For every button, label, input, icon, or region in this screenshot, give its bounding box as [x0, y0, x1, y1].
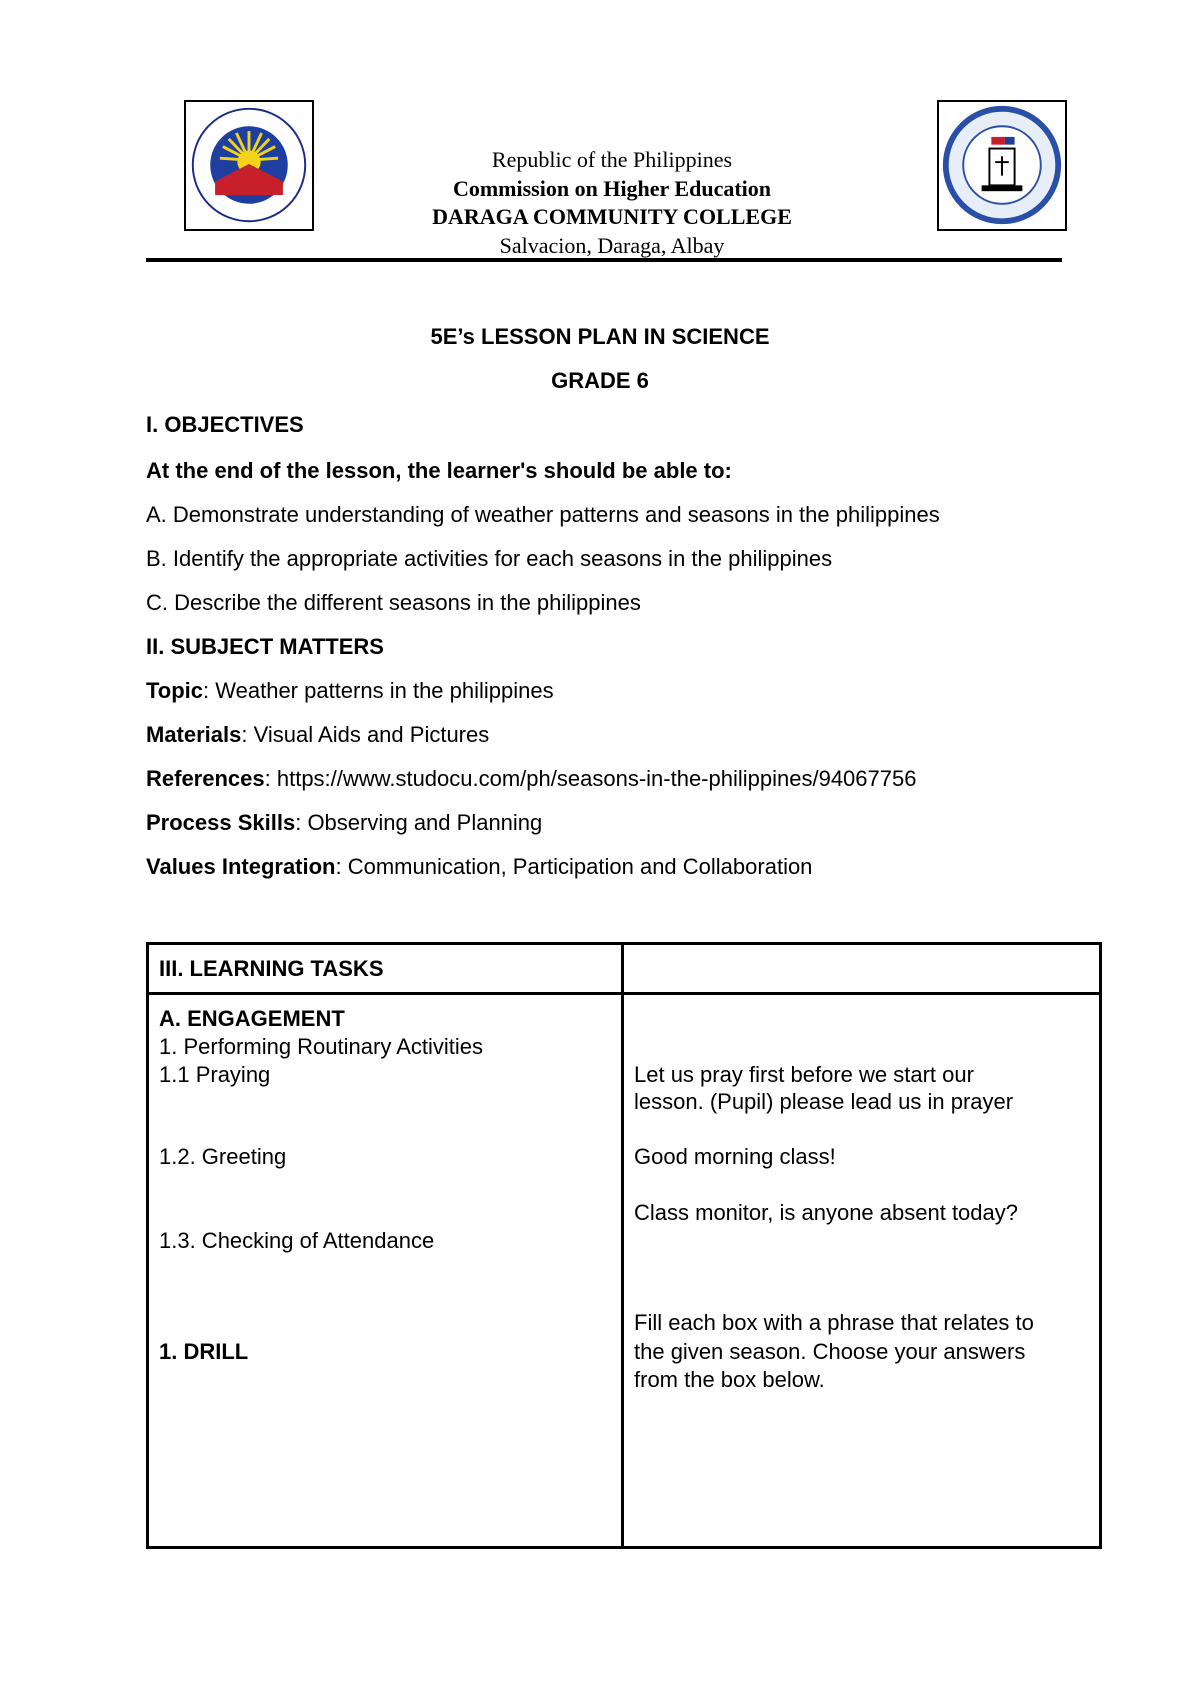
- references-value: : https://www.studocu.com/ph/seasons-in-the-philippines/94067756: [264, 766, 917, 791]
- topic-field: [146, 678, 554, 704]
- prayer-instruction-line: Let us pray first before we start our: [634, 1062, 974, 1087]
- objectives-intro: At the end of the lesson, the learner's should be able to:: [146, 458, 732, 483]
- topic-label: Topic: [146, 678, 204, 703]
- subject-matters-heading: II. SUBJECT MATTERS: [146, 634, 384, 659]
- header-divider: [146, 258, 1062, 262]
- drill-instruction-line: from the box below.: [634, 1367, 825, 1392]
- materials-label: Materials: [146, 722, 242, 747]
- dcc-logo: [937, 100, 1067, 231]
- values-integration-label: Values Integration: [146, 854, 336, 879]
- values-integration-value: : Communication, Participation and Collaboration: [335, 854, 813, 879]
- document-title: 5E’s LESSON PLAN IN SCIENCE: [430, 324, 770, 349]
- topic-value: : Weather patterns in the philippines: [203, 678, 554, 703]
- teacher-cell: [623, 994, 1101, 1548]
- process-skills-field: [146, 810, 542, 836]
- grade-label: GRADE 6: [551, 368, 649, 393]
- process-skills-value: : Observing and Planning: [295, 810, 543, 835]
- objectives-heading: I. OBJECTIVES: [146, 412, 304, 437]
- references-field: [146, 766, 916, 792]
- header-cell-empty: [623, 944, 1101, 994]
- attendance-question: Class monitor, is anyone absent today?: [634, 1200, 1019, 1225]
- dcc-seal-graphic: [939, 102, 1065, 229]
- learning-tasks-header: III. LEARNING TASKS: [159, 956, 384, 981]
- objective-item: B. Identify the appropriate activities for each seasons in the philippines: [146, 546, 833, 571]
- header-cell-tasks: [148, 944, 623, 994]
- materials-field: [146, 722, 489, 748]
- drill-instruction-line: Fill each box with a phrase that relates to: [634, 1310, 1034, 1335]
- objective-item: A. Demonstrate understanding of weather patterns and seasons in the philippines: [146, 502, 940, 527]
- routinary-activities: 1. Performing Routinary Activities: [159, 1034, 484, 1059]
- drill-instruction-line: the given season. Choose your answers: [634, 1339, 1026, 1364]
- ched-seal-graphic: [186, 102, 312, 229]
- republic-line: Republic of the Philippines: [491, 147, 733, 172]
- attendance-step: 1.3. Checking of Attendance: [159, 1228, 435, 1253]
- references-label: References: [146, 766, 265, 791]
- tasks-cell: [148, 994, 623, 1548]
- greeting-text: Good morning class!: [634, 1144, 836, 1169]
- college-address: Salvacion, Daraga, Albay: [499, 232, 725, 258]
- ched-logo: [184, 100, 314, 231]
- learning-tasks-table: [146, 942, 1102, 1549]
- prayer-instruction-line: lesson. (Pupil) please lead us in prayer: [634, 1089, 1014, 1114]
- table-header-row: [148, 944, 1101, 994]
- process-skills-label: Process Skills: [146, 810, 296, 835]
- commission-line: Commission on Higher Education: [452, 175, 772, 201]
- engagement-heading: A. ENGAGEMENT: [159, 1006, 345, 1031]
- greeting-step: 1.2. Greeting: [159, 1144, 287, 1169]
- praying-step: 1.1 Praying: [159, 1062, 271, 1087]
- objective-item: C. Describe the different seasons in the philippines: [146, 590, 641, 615]
- college-name: DARAGA COMMUNITY COLLEGE: [432, 204, 792, 229]
- materials-value: : Visual Aids and Pictures: [241, 722, 490, 747]
- values-integration-field: [146, 854, 812, 880]
- letterhead: [300, 146, 924, 260]
- drill-heading: 1. DRILL: [159, 1339, 249, 1364]
- table-row: [148, 994, 1101, 1548]
